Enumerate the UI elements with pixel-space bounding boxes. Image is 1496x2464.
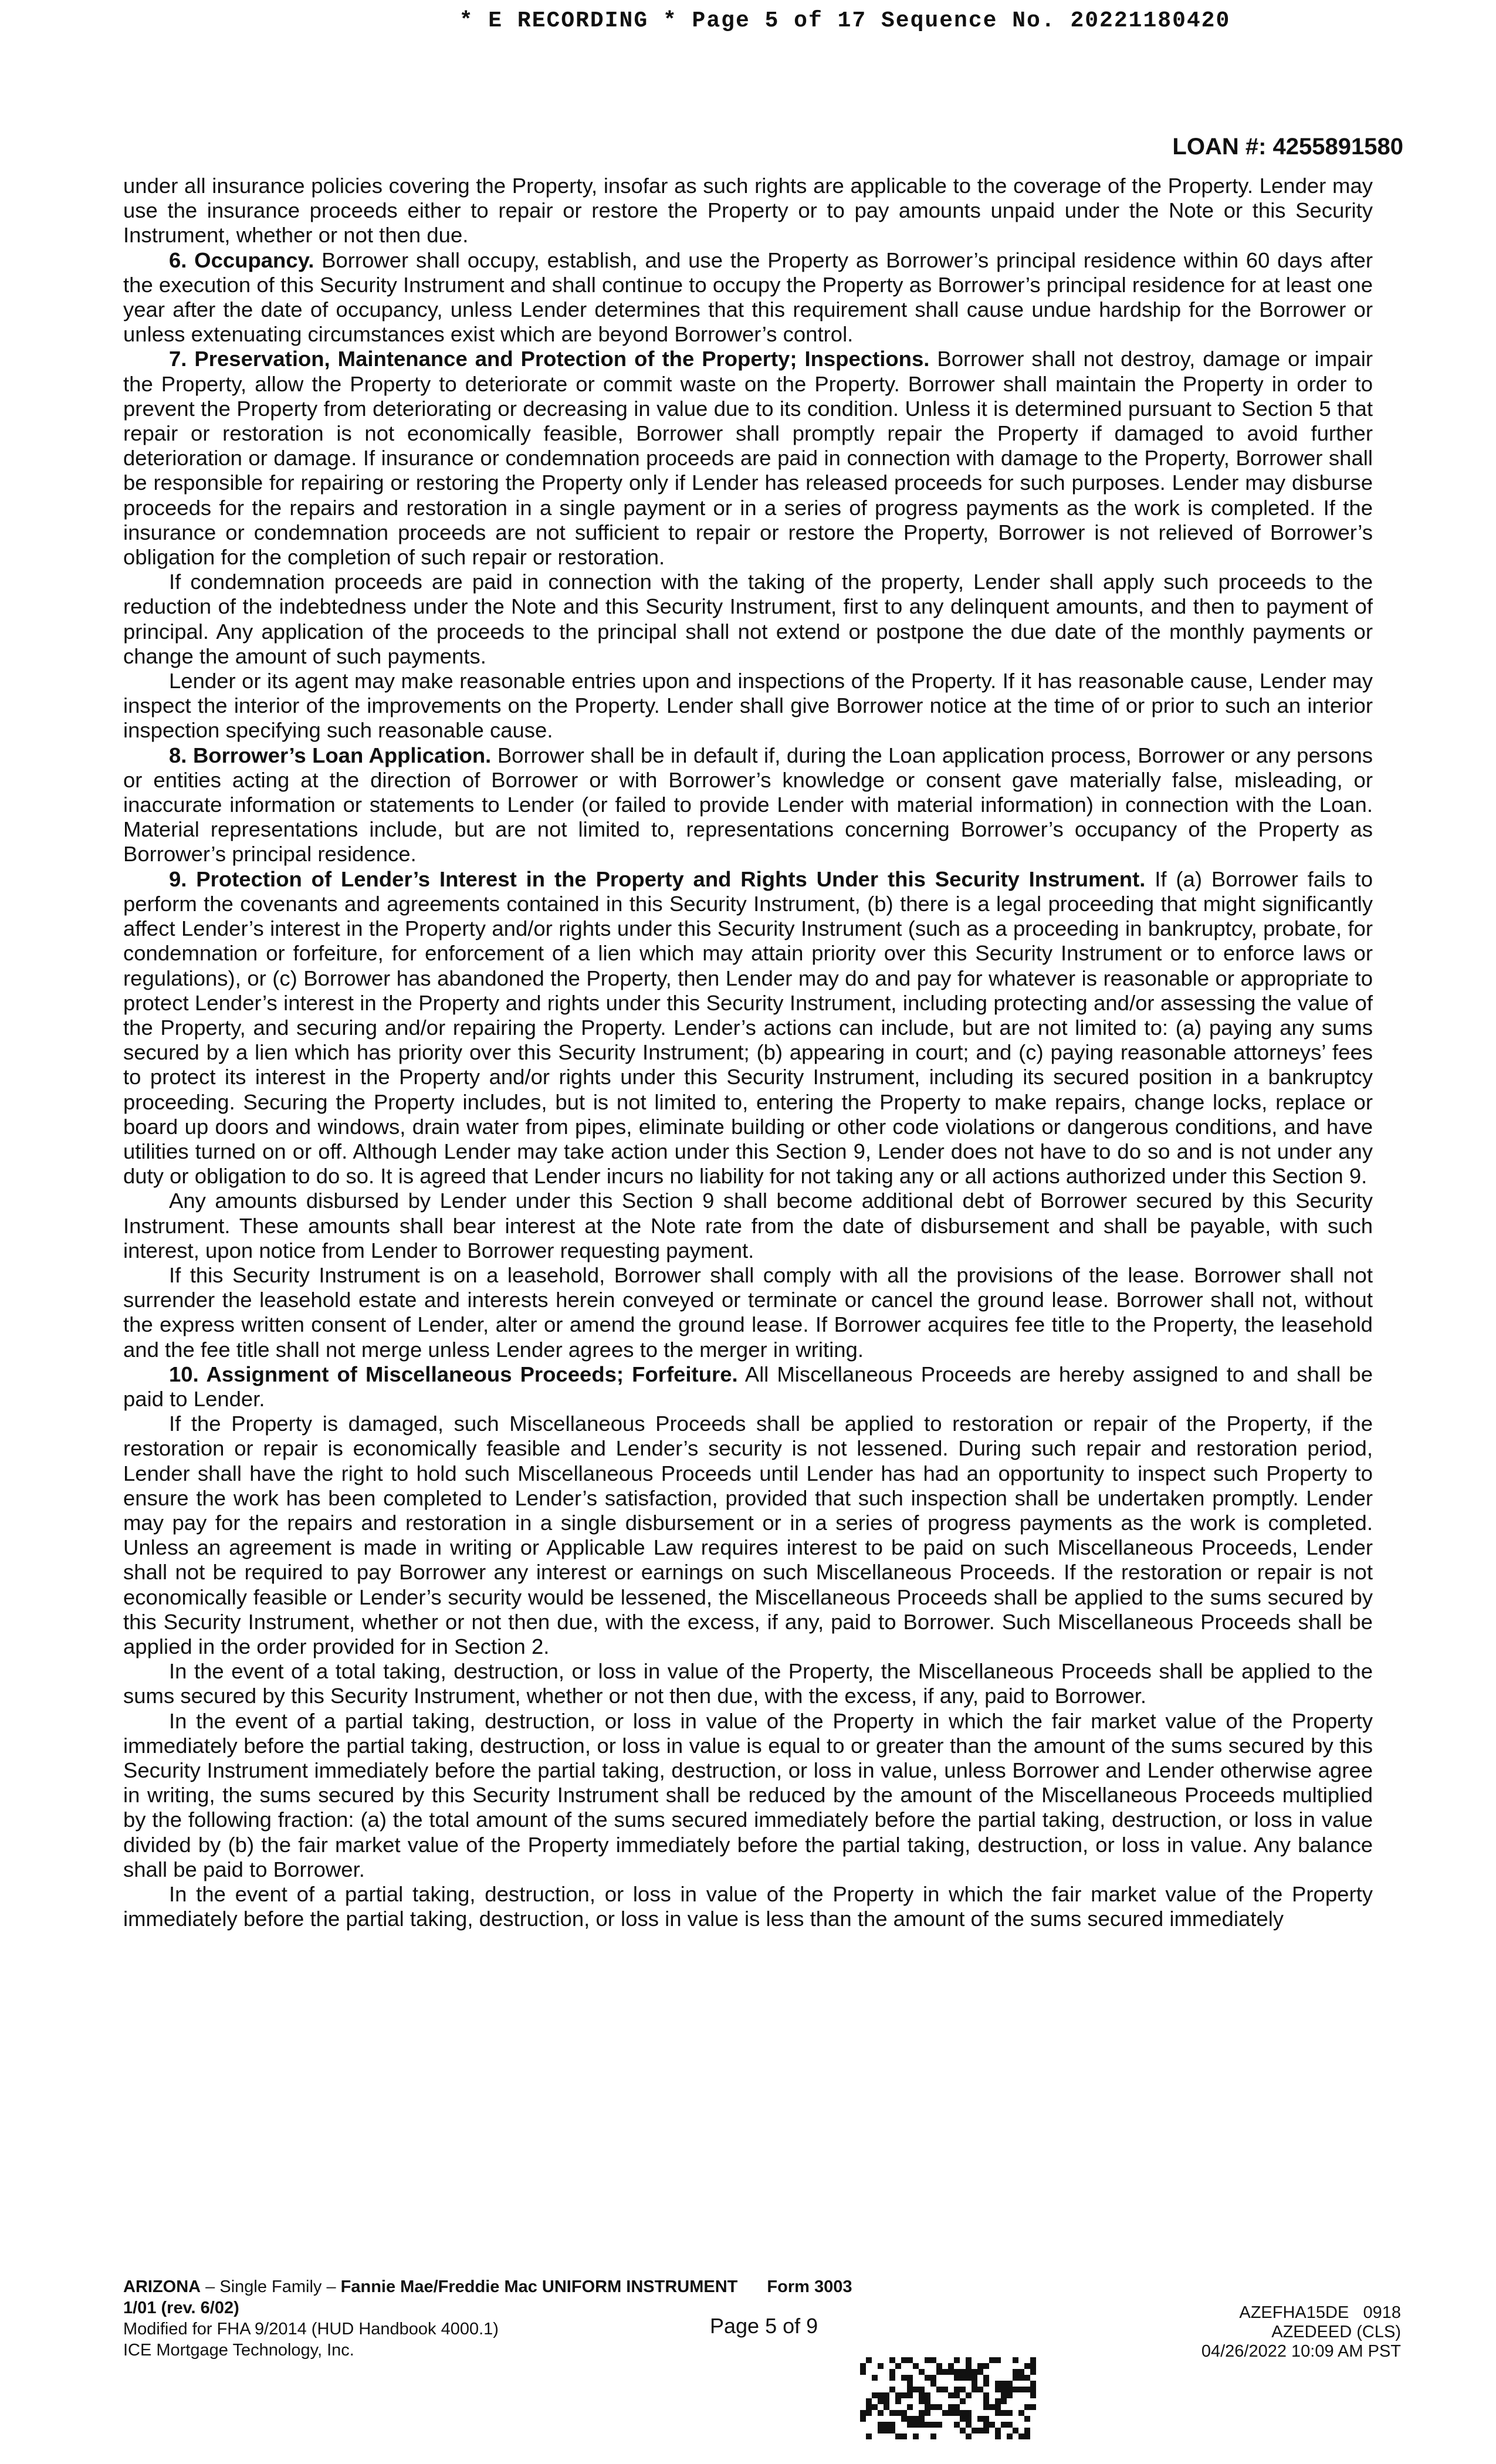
doc-codes <box>1201 2303 1401 2361</box>
barcode-cell <box>925 2422 930 2428</box>
barcode-cell <box>966 2369 972 2375</box>
barcode-cell <box>925 2357 930 2363</box>
barcode-cell <box>925 2392 930 2398</box>
barcode-cell <box>972 2387 977 2392</box>
barcode-cell <box>1001 2422 1007 2428</box>
barcode-cell <box>930 2404 936 2410</box>
paragraph-text: If this Security Instrument is on a leasehold, Borrower shall comply with all the provisions of the lease. Borrower shall not surrender the leasehold estate and interests herein conveyed or terminate or cancel the ground lease. Borrower shall not, without the express written consent of Lender, alter or amend the ground lease. If Borrower acquires fee title to the Property, the leasehold and the fee title shall not merge unless Lender agrees to the merger in writing. <box>123 1263 1373 1362</box>
paragraph-text: In the event of a total taking, destruction, or loss in value of the Property, the Miscellaneous Proceeds shall be applied to the sums secured by this Security Instrument, whether or not then due, with the excess, if any, paid to Borrower. <box>123 1659 1373 1708</box>
barcode-cell <box>913 2422 919 2428</box>
barcode-cell <box>1024 2363 1030 2369</box>
barcode-cell <box>942 2410 948 2416</box>
barcode-cell <box>960 2398 966 2404</box>
paragraph <box>123 1189 1373 1263</box>
barcode-cell <box>1018 2387 1024 2392</box>
barcode-cell <box>983 2392 989 2398</box>
barcode-cell <box>1018 2433 1024 2439</box>
barcode-cell <box>995 2357 1001 2363</box>
barcode-cell <box>954 2404 960 2410</box>
barcode-cell <box>954 2369 960 2375</box>
barcode-cell <box>1018 2369 1024 2375</box>
barcode-cell <box>1007 2410 1013 2416</box>
barcode-cell <box>889 2428 895 2433</box>
barcode-cell <box>1024 2416 1030 2422</box>
barcode-cell <box>1013 2387 1018 2392</box>
barcode-cell <box>960 2428 966 2433</box>
barcode-cell <box>889 2375 895 2381</box>
barcode-cell <box>989 2357 995 2363</box>
barcode-cell <box>936 2363 942 2369</box>
barcode-cell <box>872 2392 878 2398</box>
form-modified-note: Modified for FHA 9/2014 (HUD Handbook 4000.1) <box>123 2320 499 2338</box>
barcode-cell <box>983 2363 989 2369</box>
barcode-cell <box>895 2410 901 2416</box>
barcode-cell <box>919 2422 925 2428</box>
barcode-cell <box>1013 2375 1018 2381</box>
barcode-cell <box>966 2357 972 2363</box>
barcode-cell <box>889 2422 895 2428</box>
barcode-cell <box>866 2357 872 2363</box>
barcode-cell <box>1030 2387 1036 2392</box>
barcode-cell <box>1007 2387 1013 2392</box>
barcode-cell <box>930 2433 936 2439</box>
barcode-cell <box>919 2398 925 2404</box>
form-title-line <box>123 2276 886 2319</box>
barcode-cell <box>919 2416 925 2422</box>
barcode-cell <box>995 2428 1001 2433</box>
barcode-cell <box>942 2387 948 2392</box>
barcode-cell <box>1024 2375 1030 2381</box>
barcode-image <box>860 2357 1036 2439</box>
barcode-cell <box>872 2375 878 2381</box>
barcode-cell <box>913 2433 919 2439</box>
barcode-cell <box>884 2404 889 2410</box>
barcode-cell <box>966 2375 972 2381</box>
barcode-cell <box>930 2422 936 2428</box>
paragraph <box>123 743 1373 867</box>
paragraph-text: Any amounts disbursed by Lender under this Section 9 shall become additional debt of Borrower secured by this Security Instrument. These amounts shall bear interest at the Note rate from the date of disbursement and shall be payable, with such interest, upon notice from Lender to Borrower requesting payment. <box>123 1189 1373 1263</box>
barcode-cell <box>925 2375 930 2381</box>
barcode-cell <box>1013 2369 1018 2375</box>
barcode-cell <box>977 2416 983 2422</box>
barcode-cell <box>989 2404 995 2410</box>
barcode-cell <box>1007 2433 1013 2439</box>
barcode-cell <box>878 2422 884 2428</box>
barcode-cell <box>901 2410 907 2416</box>
paragraph-text: Borrower shall not destroy, damage or impair the Property, allow the Property to deteriorate or commit waste on the Property. Borrower shall maintain the Property in order to prevent the Property from deteriorating or decreasing in value due to its condition. Unless it is determined pursuant to Section 5 that repair or restoration is not economically feasible, Borrower shall promptly repair the Property if damaged to avoid further deterioration or damage. If insurance or condemnation proceeds are paid in connection with damage to the Property, Borrower shall be responsible for repairing or restoring the Property only if Lender has released proceeds for such purposes. Lender may disburse proceeds for the repairs and restoration in a single payment or in a series of progress payments as the work is completed. If the insurance or condemnation proceeds are not sufficient to repair or restore the Property, Borrower is not relieved of Borrower’s obligation for the completion of such repair or restoration. <box>123 347 1373 570</box>
barcode-cell <box>977 2363 983 2369</box>
barcode-cell <box>936 2369 942 2375</box>
barcode-cell <box>907 2422 913 2428</box>
barcode-cell <box>948 2404 954 2410</box>
barcode-cell <box>919 2410 925 2416</box>
barcode-cell <box>972 2381 977 2387</box>
barcode-cell <box>942 2369 948 2375</box>
barcode-cell <box>960 2410 966 2416</box>
barcode-cell <box>889 2410 895 2416</box>
barcode-cell <box>1024 2428 1030 2433</box>
barcode-cell <box>966 2392 972 2398</box>
barcode-cell <box>878 2410 884 2416</box>
paragraph <box>123 669 1373 743</box>
barcode-cell <box>907 2404 913 2410</box>
barcode-cell <box>966 2410 972 2416</box>
paragraph-text: If the Property is damaged, such Miscellaneous Proceeds shall be applied to restoration or repair of the Property, if the restoration or repair is economically feasible and Lender’s security is not lessened. During such repair and restoration period, Lender shall have the right to hold such Miscellaneous Proceeds until Lender has had an opportunity to inspect such Property to ensure the work has been completed to Lender’s satisfaction, provided that such inspection shall be undertaken promptly. Lender may pay for the repairs and restoration in a single disbursement or in a series of progress payments as the work is completed. Unless an agreement is made in writing or Applicable Law requires interest to be paid on such Miscellaneous Proceeds, Lender shall not be required to pay Borrower any interest or earnings on such Miscellaneous Proceeds. If the restoration or repair is not economically feasible or Lender’s security would be lessened, the Miscellaneous Proceeds shall be applied to the sums secured by this Security Instrument, whether or not then due, with the excess, if any, paid to Borrower. Such Miscellaneous Proceeds shall be applied in the order provided for in Section 2. <box>123 1412 1373 1659</box>
barcode-cell <box>954 2410 960 2416</box>
barcode-cell <box>983 2381 989 2387</box>
paragraph <box>123 1659 1373 1708</box>
barcode-cell <box>889 2387 895 2392</box>
form-state: ARIZONA <box>123 2277 201 2296</box>
barcode-cell <box>907 2416 913 2422</box>
barcode-cell <box>930 2357 936 2363</box>
form-desc: – Single Family – <box>201 2277 341 2296</box>
barcode-cell <box>972 2375 977 2381</box>
section-heading: 7. Preservation, Maintenance and Protection of the Property; Inspections. <box>169 347 930 371</box>
barcode-cell <box>866 2398 872 2404</box>
barcode-cell <box>1018 2375 1024 2381</box>
doc-timestamp: 04/26/2022 10:09 AM PST <box>1201 2342 1401 2361</box>
section-heading: 6. Occupancy. <box>169 248 314 272</box>
barcode-cell <box>889 2357 895 2363</box>
paragraph <box>123 867 1373 1189</box>
barcode-cell <box>983 2422 989 2428</box>
barcode-cell <box>948 2410 954 2416</box>
barcode-cell <box>913 2387 919 2392</box>
barcode-cell <box>889 2369 895 2375</box>
barcode-cell <box>1024 2404 1030 2410</box>
barcode-cell <box>1001 2392 1007 2398</box>
barcode-cell <box>948 2392 954 2398</box>
barcode-cell <box>866 2433 872 2439</box>
barcode-cell <box>1030 2392 1036 2398</box>
barcode-cell <box>930 2375 936 2381</box>
barcode-cell <box>936 2387 942 2392</box>
barcode-cell <box>960 2416 966 2422</box>
barcode-cell <box>983 2428 989 2433</box>
barcode-cell <box>895 2433 901 2439</box>
barcode-cell <box>860 2363 866 2369</box>
barcode-cell <box>1030 2369 1036 2375</box>
barcode-cell <box>895 2398 901 2404</box>
paragraph-text: Borrower shall occupy, establish, and use the Property as Borrower’s principal residence within 60 days after the execution of this Security Instrument and shall continue to occupy the Property as Borrower’s principal residence for at least one year after the date of occupancy, unless Lender determines that this requirement shall cause undue hardship for the Borrower or unless extenuating circumstances exist which are beyond Borrower’s control. <box>123 248 1373 347</box>
paragraph-text: If (a) Borrower fails to perform the covenants and agreements contained in this Security Instrument, (b) there is a legal proceeding that might significantly affect Lender’s interest in the Property and/or rights under this Security Instrument (such as a proceeding in bankruptcy, probate, for condemnation or forfeiture, for enforcement of a lien which may attain priority over this Security Instrument or to enforce laws or regulations), or (c) Borrower has abandoned the Property, then Lender may do and pay for whatever is reasonable or appropriate to protect Lender’s interest in the Property and rights under this Security Instrument, including protecting and/or assessing the value of the Property, and securing and/or repairing the Property. Lender’s actions can include, but are not limited to: (a) paying any sums secured by a lien which has priority over this Security Instrument; (b) appearing in court; and (c) paying reasonable attorneys’ fees to protect its interest in the Property and/or rights under this Security Instrument, including its secured position in a bankruptcy proceeding. Securing the Property includes, but is not limited to, entering the Property to make repairs, change locks, replace or board up doors and windows, drain water from pipes, eliminate building or other code violations or dangerous conditions, and have utilities turned on or off. Although Lender may take action under this Section 9, Lender does not have to do so and is not under any duty or obligation to do so. It is agreed that Lender incurs no liability for not taking any or all actions authorized under this Section 9. <box>123 867 1373 1189</box>
barcode-cell <box>895 2392 901 2398</box>
barcode-cell <box>901 2392 907 2398</box>
barcode-cell <box>878 2392 884 2398</box>
paragraph-text: Lender or its agent may make reasonable entries upon and inspections of the Property. If it has reasonable cause, Lender may inspect the interior of the improvements on the Property. Lender shall give Borrower notice at the time of or prior to such an interior inspection specifying such reasonable cause. <box>123 669 1373 743</box>
barcode-cell <box>860 2416 866 2422</box>
barcode-cell <box>995 2433 1001 2439</box>
barcode-cell <box>1030 2381 1036 2387</box>
barcode-cell <box>995 2404 1001 2410</box>
barcode-cell <box>995 2398 1001 2404</box>
barcode-cell <box>966 2363 972 2369</box>
barcode-cell <box>966 2416 972 2422</box>
barcode-cell <box>977 2387 983 2392</box>
barcode-cell <box>954 2357 960 2363</box>
paragraph-text: In the event of a partial taking, destruction, or loss in value of the Property in which the fair market value of the Property immediately before the partial taking, destruction, or loss in value is less than the amount of the sums secured immediately <box>123 1882 1373 1931</box>
recording-header: * E RECORDING * Page 5 of 17 Sequence No. 20221180420 <box>459 8 1231 33</box>
barcode-cell <box>954 2392 960 2398</box>
paragraph <box>123 1882 1373 1931</box>
barcode-cell <box>930 2381 936 2387</box>
section-heading: 10. Assignment of Miscellaneous Proceeds; Forfeiture. <box>169 1362 738 1386</box>
barcode-cell <box>925 2410 930 2416</box>
barcode-cell <box>884 2392 889 2398</box>
barcode-cell <box>901 2375 907 2381</box>
barcode-cell <box>936 2422 942 2428</box>
paragraph <box>123 1412 1373 1659</box>
paragraph <box>123 1709 1373 1882</box>
barcode-cell <box>919 2387 925 2392</box>
barcode-cell <box>983 2375 989 2381</box>
paragraph <box>123 347 1373 570</box>
barcode-cell <box>866 2410 872 2416</box>
barcode-cell <box>1030 2363 1036 2369</box>
barcode-cell <box>977 2428 983 2433</box>
barcode-cell <box>895 2363 901 2369</box>
barcode-cell <box>983 2416 989 2422</box>
barcode-cell <box>983 2404 989 2410</box>
barcode-cell <box>872 2404 878 2410</box>
barcode-cell <box>1030 2404 1036 2410</box>
barcode-cell <box>960 2375 966 2381</box>
paragraph <box>123 1362 1373 1412</box>
barcode-cell <box>919 2369 925 2375</box>
barcode-cell <box>1001 2410 1007 2416</box>
paragraph <box>123 570 1373 669</box>
barcode-cell <box>995 2381 1001 2387</box>
barcode-cell <box>1024 2433 1030 2439</box>
barcode-cell <box>972 2369 977 2375</box>
barcode-cell <box>1007 2422 1013 2428</box>
barcode-cell <box>878 2428 884 2433</box>
barcode-cell <box>936 2404 942 2410</box>
paragraph-text: under all insurance policies covering the Property, insofar as such rights are applicable to the coverage of the Property. Lender may use the insurance proceeds either to repair or restore the Property or to pay amounts unpaid under the Note or this Security Instrument, whether or not then due. <box>123 174 1373 248</box>
barcode-cell <box>884 2398 889 2404</box>
barcode-cell <box>966 2433 972 2439</box>
paragraph-text: If condemnation proceeds are paid in connection with the taking of the property, Lender shall apply such proceeds to the reduction of the indebtedness under the Note and this Security Instrument, first to any delinquent amounts, and then to payment of principal. Any application of the proceeds to the principal shall not extend or postpone the due date of the monthly payments or change the amount of such payments. <box>123 570 1373 668</box>
paragraph-text: All Miscellaneous Proceeds are hereby assigned to and shall be paid to Lender. <box>123 1362 1373 1411</box>
barcode-cell <box>919 2392 925 2398</box>
barcode-cell <box>866 2404 872 2410</box>
barcode-cell <box>977 2369 983 2375</box>
section-heading: 8. Borrower’s Loan Application. <box>169 743 492 767</box>
barcode-cell <box>907 2357 913 2363</box>
form-company: ICE Mortgage Technology, Inc. <box>123 2341 354 2360</box>
barcode-cell <box>960 2369 966 2375</box>
barcode-cell <box>884 2422 889 2428</box>
barcode-cell <box>1007 2392 1013 2398</box>
doc-code-2: AZEDEED (CLS) <box>1271 2323 1401 2341</box>
barcode-cell <box>884 2428 889 2433</box>
barcode-cell <box>948 2363 954 2369</box>
page-number: Page 5 of 9 <box>710 2314 818 2338</box>
barcode-cell <box>907 2375 913 2381</box>
barcode-cell <box>913 2416 919 2422</box>
doc-code: AZEFHA15DE 0918 <box>1239 2303 1401 2322</box>
barcode-cell <box>954 2422 960 2428</box>
barcode-cell <box>1001 2387 1007 2392</box>
barcode-cell <box>960 2387 966 2392</box>
section-heading: 9. Protection of Lender’s Interest in the Property and Rights Under this Security Instrument. <box>169 867 1146 891</box>
paragraph <box>123 1263 1373 1362</box>
barcode-cell <box>995 2410 1001 2416</box>
barcode-cell <box>925 2404 930 2410</box>
barcode-cell <box>901 2416 907 2422</box>
barcode-cell <box>913 2363 919 2369</box>
barcode-cell <box>1001 2398 1007 2404</box>
barcode-cell <box>1013 2428 1018 2433</box>
barcode-cell <box>983 2398 989 2404</box>
barcode-cell <box>1001 2381 1007 2387</box>
form-desc-bold: Fannie Mae/Freddie Mac UNIFORM INSTRUMENT <box>340 2277 738 2296</box>
barcode-cell <box>1007 2381 1013 2387</box>
barcode-cell <box>1018 2410 1024 2416</box>
barcode-cell <box>901 2433 907 2439</box>
barcode-cell <box>907 2387 913 2392</box>
barcode-cell <box>907 2392 913 2398</box>
barcode-cell <box>860 2369 866 2375</box>
barcode-cell <box>901 2357 907 2363</box>
barcode-cell <box>925 2398 930 2404</box>
barcode-cell <box>954 2375 960 2381</box>
barcode-cell <box>989 2422 995 2428</box>
paragraph <box>123 174 1373 248</box>
barcode-cell <box>1013 2357 1018 2363</box>
barcode-cell <box>966 2422 972 2428</box>
paragraph <box>123 248 1373 347</box>
barcode-cell <box>860 2410 866 2416</box>
barcode-cell <box>954 2387 960 2392</box>
document-body <box>123 174 1373 1931</box>
form-number: Form 3003 1/01 (rev. 6/02) <box>123 2277 852 2317</box>
barcode-cell <box>995 2387 1001 2392</box>
paragraph-text: In the event of a partial taking, destruction, or loss in value of the Property in which the fair market value of the Property immediately before the partial taking, destruction, or loss in value is equal to or greater than the amount of the sums secured by this Security Instrument immediately before the partial taking, destruction, or loss in value, unless Borrower and Lender otherwise agree in writing, the sums secured by this Security Instrument shall be reduced by the amount of the Miscellaneous Proceeds multiplied by the following fraction: (a) the total amount of the sums secured immediately before the partial taking, destruction, or loss in value divided by (b) the fair market value of the Property immediately before the partial taking, destruction, or loss in value. Any balance shall be paid to Borrower. <box>123 1708 1373 1881</box>
barcode-cell <box>1030 2357 1036 2363</box>
barcode-cell <box>907 2381 913 2387</box>
loan-number: LOAN #: 4255891580 <box>1172 134 1403 160</box>
barcode-cell <box>972 2428 977 2433</box>
barcode-cell <box>948 2369 954 2375</box>
barcode-cell <box>878 2398 884 2404</box>
barcode-cell <box>1024 2387 1030 2392</box>
barcode-cell <box>878 2363 884 2369</box>
paragraph-text: Borrower shall be in default if, during the Loan application process, Borrower or any persons or entities acting at the direction of Borrower or with Borrower’s knowledge or consent gave materially false, misleading, or inaccurate information or statements to Lender (or failed to provide Lender with material information) in connection with the Loan. Material representations include, but are not limited to, representations concerning Borrower’s occupancy of the Property as Borrower’s principal residence. <box>123 743 1373 867</box>
